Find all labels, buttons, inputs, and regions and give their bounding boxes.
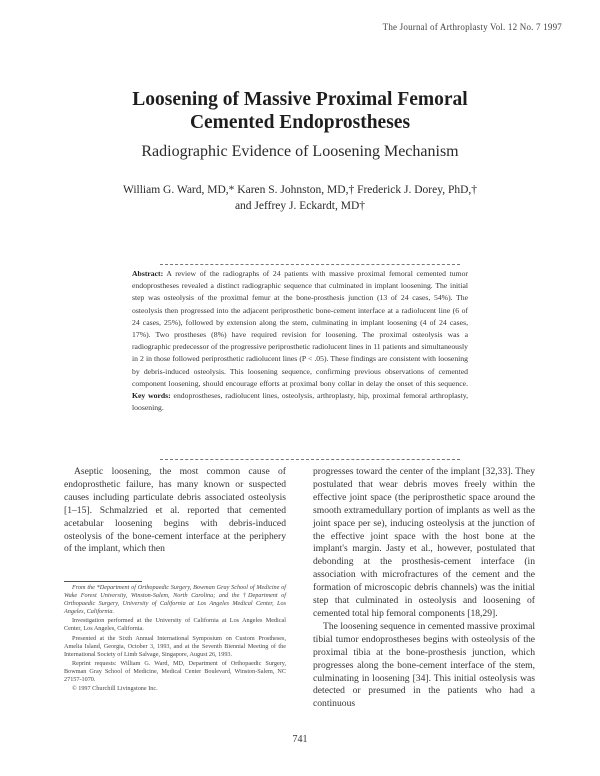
author-list <box>80 182 520 214</box>
footnote-presented: Presented at the Sixth Annual International Symposium on Custom Prostheses, Amelia Island, Georgia, October 3, 1993, and at the Seventh Biennial Meeting of the International Society of Limb Salvage, Singapore, August 26, 1993. <box>64 634 286 658</box>
body-paragraph: Aseptic loosening, the most common cause of endoprosthetic failure, has many known or suspected causes including particulate debris associated osteolysis [1–15]. Schmalzried et al. reported that cemented acetabular loosening begins with debris-induced osteolysis of the bone-cement interface at the periphery of the implant, which then <box>64 466 286 555</box>
abstract-label: Abstract: <box>132 269 164 278</box>
page-number: 741 <box>292 734 308 745</box>
body-column-right <box>313 466 535 724</box>
keywords-label: Key words: <box>132 391 171 401</box>
footnote-copyright: © 1997 Churchill Livingstone Inc. <box>72 685 158 693</box>
keywords-text: endoprostheses, radiolucent lines, osteolysis, arthroplasty, hip, proximal femoral arthroplasty, loosening. <box>132 391 468 413</box>
title-line-2: Cemented Endoprostheses <box>189 112 411 133</box>
footnote-investigation: Investigation performed at the University of California at Los Angeles Medical Center, Los Angeles, California. <box>64 617 286 633</box>
footnote-affiliation: From the *Department of Orthopaedic Surgery, Bowman Gray School of Medicine of Wake Forest University, Winston-Salem, North Carolina; and the †Department of Orthopaedic Surgery, University of California at Los Angeles Medical Center, Los Angeles, California. <box>64 584 286 616</box>
body-paragraph: progresses toward the center of the implant [32,33]. They postulated that wear debris moves freely within the effective joint space (the periprosthetic space around the smooth extramedullary portion of implants as well as the joint space per se), inducing osteolysis at the junction of the effective joint space with the host bone at the implant's margin. Jasty et al., however, postulated that debonding at the prosthesis-cement interface (in association with microfractures of the cement and the formation of microscopic debris channels) was the initial step that culminated in osteolysis and loosening of cemented total hip femoral components [18,29]. <box>313 466 535 619</box>
authors-line-2: and Jeffrey J. Eckardt, MD† <box>234 200 366 212</box>
authors-line-1: William G. Ward, MD,* Karen S. Johnston, MD,† Frederick J. Dorey, PhD,† <box>122 184 478 196</box>
title-line-1: Loosening of Massive Proximal Femoral <box>132 89 468 110</box>
body-column-left <box>64 466 286 578</box>
footnote-reprint: Reprint requests: William G. Ward, MD, Department of Orthopaedic Surgery, Bowman Gray School of Medicine, Medical Center Boulevard, Winston-Salem, NC 27157-1070. <box>64 659 286 684</box>
abstract-text: A review of the radiographs of 24 patients with massive proximal femoral cemented tumor endoprostheses revealed a distinct radiographic sequence that culminated in implant loosening. The initial step was osteolysis of the proximal femur at the bone-prosthesis junction (13 of 24 cases, 54%). The osteolysis then progressed into the adjacent periprosthetic bone-cement interface at a radiolucent line (6 of 24 cases, 25%), followed by extension along the stem, culminating in implant loosening (4 of 24 cases, 17%). Two prostheses (8%) have required revision for loosening. The proximal osteolysis was a radiographic predecessor of the progressive periprosthetic radiolucent lines in 11 patients and simultaneously in 2 in those followed periprosthetic radiolucent lines (P < .05). These findings are consistent with loosening by debris-induced osteolysis. This loosening sequence, confirming previous observations of cemented component loosening, should encourage efforts at proximal bony collar in delay the onset of this sequence. <box>132 269 468 388</box>
article-title <box>0 88 600 134</box>
abstract-bottom-rule <box>160 459 460 460</box>
article-subtitle: Radiographic Evidence of Loosening Mechanism <box>141 143 459 160</box>
running-head: The Journal of Arthroplasty Vol. 12 No. 7 1997 <box>382 22 562 32</box>
abstract-top-rule <box>160 264 460 265</box>
abstract <box>132 268 468 414</box>
body-paragraph: The loosening sequence in cemented massive proximal tibial tumor endoprostheses begins with osteolysis of the proximal tibia at the bone-prosthesis junction, which progresses along the bone-cement interface of the stem, culminating in loosening [34]. This initial osteolysis was detected or presumed in the patients who had a continuous <box>313 620 535 710</box>
footnotes <box>64 584 286 694</box>
footnote-divider <box>64 581 142 582</box>
